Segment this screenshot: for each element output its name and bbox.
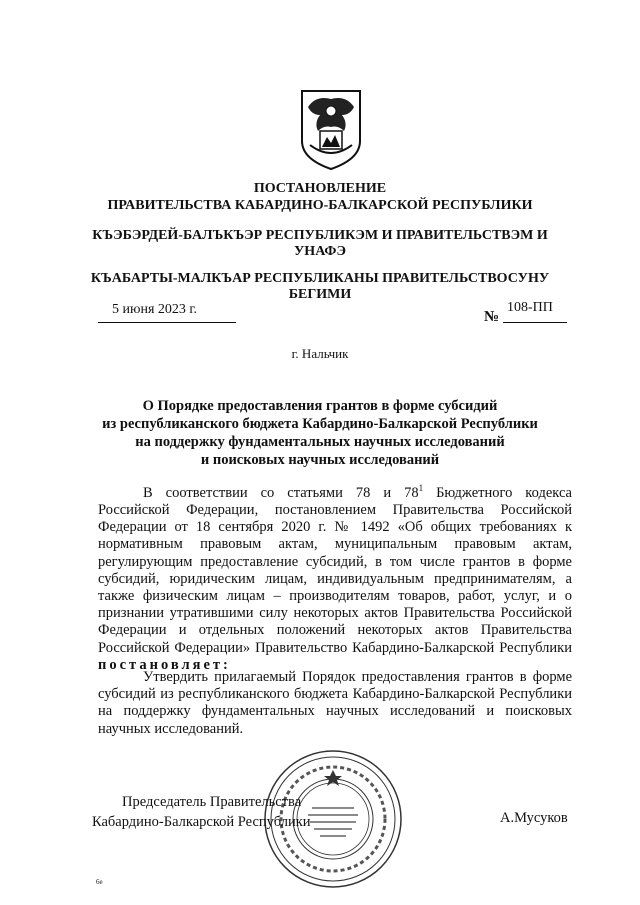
title-line4: и поисковых научных исследований bbox=[200, 452, 440, 468]
document-number: 108-ПП bbox=[507, 300, 553, 315]
title-line1: О Порядке предоставления грантов в форме субсидий bbox=[142, 398, 498, 414]
government-heading: ПРАВИТЕЛЬСТВА КАБАРДИНО-БАЛКАРСКОЙ РЕСПУБЛИКИ bbox=[107, 198, 533, 213]
title-line2: из республиканского бюджета Кабардино-Балкарской Республики bbox=[102, 416, 538, 432]
document-title bbox=[0, 397, 640, 469]
resolution-paragraph: Утвердить прилагаемый Порядок предоставления грантов в форме субсидий из республиканского бюджета Кабардино-Балкарской Республики на поддержку фундаментальных научных исследований и поисковых научных исследований. bbox=[98, 669, 572, 737]
signatory-title bbox=[92, 792, 311, 832]
kabardian-heading-line2: УНАФЭ bbox=[294, 244, 346, 259]
signatory-position: Председатель Правительства bbox=[122, 794, 302, 810]
document-date: 5 июня 2023 г. bbox=[112, 302, 198, 317]
coat-of-arms-emblem bbox=[296, 85, 366, 171]
kabardian-heading-line1: КЪЭБЭРДЕЙ-БАЛЪКЪЭР РЕСПУБЛИКЭМ И ПРАВИТЕЛЬСТВЭМ И bbox=[92, 228, 548, 243]
number-underline bbox=[503, 322, 567, 323]
signatory-name: А.Мусуков bbox=[500, 810, 568, 826]
number-sign: № bbox=[484, 309, 500, 325]
date-underline bbox=[98, 322, 236, 323]
title-line3: на поддержку фундаментальных научных исследований bbox=[135, 434, 505, 450]
city: г. Нальчик bbox=[291, 346, 349, 361]
balkar-heading-line2: БЕГИМИ bbox=[288, 287, 352, 302]
resolves-word: постановляет: bbox=[98, 656, 231, 673]
preamble-text: Бюджетного кодекса Российской Федерации, постановлением Правительства Российской Федерации от 18 сентября 2020 г. № 1492 «Об общих требованиях к нормативным правовым актам, муниципальным правовым актам, регулирующим предоставление субсидий, в том числе грантов в форме субсидий, юридическим лицам, индивидуальным предпринимателям, а также физическим лицам – производителям товаров, работ, услуг, и о признании утратившими силу некоторых актов Правительства Российской Федерации и отдельных положений некоторых актов Правительства Российской Федерации» Правительство Кабардино-Балкарской Республики bbox=[98, 484, 572, 656]
article-superscript: 1 bbox=[418, 483, 424, 493]
doc-type-heading: ПОСТАНОВЛЕНИЕ bbox=[253, 181, 387, 196]
signatory-organization: Кабардино-Балкарской Республики bbox=[92, 814, 311, 830]
footer-mark: 6е bbox=[96, 878, 103, 886]
balkar-heading-line1: КЪАБАРТЫ-МАЛКЪАР РЕСПУБЛИКАНЫ ПРАВИТЕЛЬСТВОСУНУ bbox=[90, 271, 550, 286]
preamble-paragraph bbox=[98, 480, 572, 674]
preamble-start: В соответствии со статьями 78 и 78 bbox=[143, 484, 419, 501]
